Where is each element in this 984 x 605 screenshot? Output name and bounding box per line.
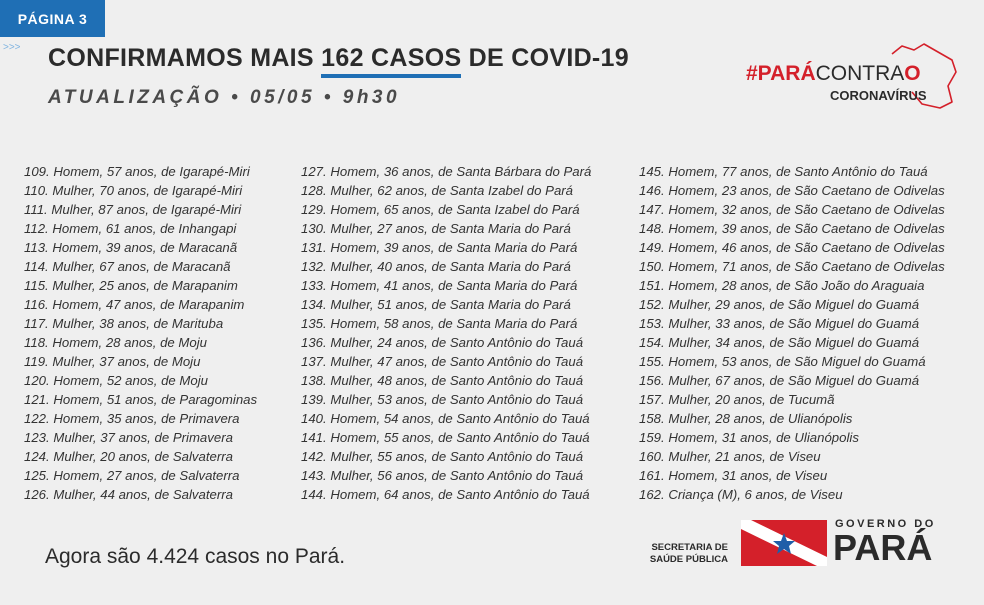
case-list-item: 125. Homem, 27 anos, de Salvaterra (24, 468, 240, 483)
case-list-item: 160. Mulher, 21 anos, de Viseu (639, 449, 821, 464)
case-list-item: 112. Homem, 61 anos, de Inhangapi (24, 221, 237, 236)
case-list-item: 127. Homem, 36 anos, de Santa Bárbara do Pará (301, 164, 592, 179)
case-list-item: 124. Mulher, 20 anos, de Salvaterra (24, 449, 233, 464)
case-list-item: 140. Homem, 54 anos, de Santo Antônio do Tauá (301, 411, 590, 426)
case-list-item: 132. Mulher, 40 anos, de Santa Maria do Pará (301, 259, 571, 274)
update-subhead: ATUALIZAÇÃO • 05/05 • 9h30 (48, 87, 401, 108)
campaign-hashtag (746, 62, 921, 86)
headline-prefix: CONFIRMAMOS MAIS (48, 44, 322, 72)
secretaria-label (646, 542, 728, 566)
case-list-item: 148. Homem, 39 anos, de São Caetano de Odivelas (639, 221, 945, 236)
case-list-item: 115. Mulher, 25 anos, de Marapanim (24, 278, 238, 293)
case-list-item: 111. Mulher, 87 anos, de Igarapé-Miri (24, 202, 242, 217)
case-list-item: 150. Homem, 71 anos, de São Caetano de Odivelas (639, 259, 945, 274)
page-tab: PÁGINA 3 (0, 0, 105, 37)
case-list-item: 113. Homem, 39 anos, de Maracanã (24, 240, 238, 255)
case-list-item: 135. Homem, 58 anos, de Santa Maria do Pará (301, 316, 578, 331)
campaign-sub: CORONAVÍRUS (830, 88, 927, 103)
case-list-item: 156. Mulher, 67 anos, de São Miguel do Guamá (639, 373, 920, 388)
case-list-item: 143. Mulher, 56 anos, de Santo Antônio do Tauá (301, 468, 584, 483)
case-list-item: 149. Homem, 46 anos, de São Caetano de Odivelas (639, 240, 945, 255)
para-wordmark: PARÁ (833, 527, 933, 568)
campaign-logo (742, 42, 962, 114)
case-list-item: 155. Homem, 53 anos, de São Miguel do Guamá (639, 354, 926, 369)
case-list-item: 162. Criança (M), 6 anos, de Viseu (639, 487, 843, 502)
case-list-item: 131. Homem, 39 anos, de Santa Maria do Pará (301, 240, 578, 255)
case-list-item: 141. Homem, 55 anos, de Santo Antônio do Tauá (301, 430, 590, 445)
case-list-column-1 (24, 162, 257, 504)
case-list-item: 146. Homem, 23 anos, de São Caetano de Odivelas (639, 183, 945, 198)
case-list-item: 116. Homem, 47 anos, de Marapanim (24, 297, 245, 312)
headline-highlight: 162 CASOS (321, 44, 461, 78)
case-list-column-2 (301, 162, 591, 504)
campaign-o: O (904, 62, 921, 85)
case-list-item: 157. Mulher, 20 anos, de Tucumã (639, 392, 835, 407)
total-cases-text: Agora são 4.424 casos no Pará. (45, 545, 346, 568)
case-list-item: 145. Homem, 77 anos, de Santo Antônio do Tauá (639, 164, 928, 179)
case-list-item: 134. Mulher, 51 anos, de Santa Maria do Pará (301, 297, 571, 312)
case-list-item: 147. Homem, 32 anos, de São Caetano de Odivelas (639, 202, 945, 217)
case-list-item: 120. Homem, 52 anos, de Moju (24, 373, 208, 388)
case-list-item: 126. Mulher, 44 anos, de Salvaterra (24, 487, 233, 502)
secretaria-line-2: SAÚDE PÚBLICA (649, 554, 728, 565)
case-list-item: 152. Mulher, 29 anos, de São Miguel do Guamá (639, 297, 920, 312)
case-list-item: 118. Homem, 28 anos, de Moju (24, 335, 208, 350)
secretaria-line-1: SECRETARIA DE (651, 542, 728, 553)
case-list-column-3 (639, 162, 945, 504)
chevrons-decoration: >>> (3, 42, 21, 53)
case-list-item: 158. Mulher, 28 anos, de Ulianópolis (639, 411, 853, 426)
case-list-item: 137. Mulher, 47 anos, de Santo Antônio do Tauá (301, 354, 584, 369)
case-list-item: 117. Mulher, 38 anos, de Marituba (24, 316, 224, 331)
case-list-item: 144. Homem, 64 anos, de Santo Antônio do Tauá (301, 487, 590, 502)
headline-suffix: DE COVID-19 (461, 44, 629, 72)
case-list-item: 139. Mulher, 53 anos, de Santo Antônio do Tauá (301, 392, 584, 407)
case-list-item: 161. Homem, 31 anos, de Viseu (639, 468, 828, 483)
governo-label: GOVERNO DO (835, 518, 936, 530)
case-list-item: 109. Homem, 57 anos, de Igarapé-Miri (24, 164, 250, 179)
case-list-item: 129. Homem, 65 anos, de Santa Izabel do Pará (301, 202, 580, 217)
case-list-item: 151. Homem, 28 anos, de São João do Araguaia (639, 278, 925, 293)
case-list-item: 128. Mulher, 62 anos, de Santa Izabel do Pará (301, 183, 573, 198)
case-list-item: 110. Mulher, 70 anos, de Igarapé-Miri (24, 183, 243, 198)
case-list-item: 133. Homem, 41 anos, de Santa Maria do Pará (301, 278, 578, 293)
case-list-item: 114. Mulher, 67 anos, de Maracanã (24, 259, 231, 274)
case-list-item: 153. Mulher, 33 anos, de São Miguel do Guamá (639, 316, 920, 331)
case-list-item: 130. Mulher, 27 anos, de Santa Maria do Pará (301, 221, 571, 236)
case-list-item: 159. Homem, 31 anos, de Ulianópolis (639, 430, 859, 445)
case-list-item: 123. Mulher, 37 anos, de Primavera (24, 430, 233, 445)
campaign-contra: CONTRA (815, 62, 905, 85)
case-list-item: 154. Mulher, 34 anos, de São Miguel do Guamá (639, 335, 920, 350)
para-flag-icon (741, 520, 827, 566)
case-list-item: 136. Mulher, 24 anos, de Santo Antônio do Tauá (301, 335, 584, 350)
headline (48, 44, 629, 73)
case-list-item: 138. Mulher, 48 anos, de Santo Antônio do Tauá (301, 373, 584, 388)
case-list-item: 122. Homem, 35 anos, de Primavera (24, 411, 240, 426)
case-list-item: 121. Homem, 51 anos, de Paragominas (24, 392, 258, 407)
campaign-hash: #PARÁ (746, 62, 816, 85)
case-list-item: 142. Mulher, 55 anos, de Santo Antônio do Tauá (301, 449, 584, 464)
case-list-item: 119. Mulher, 37 anos, de Moju (24, 354, 201, 369)
